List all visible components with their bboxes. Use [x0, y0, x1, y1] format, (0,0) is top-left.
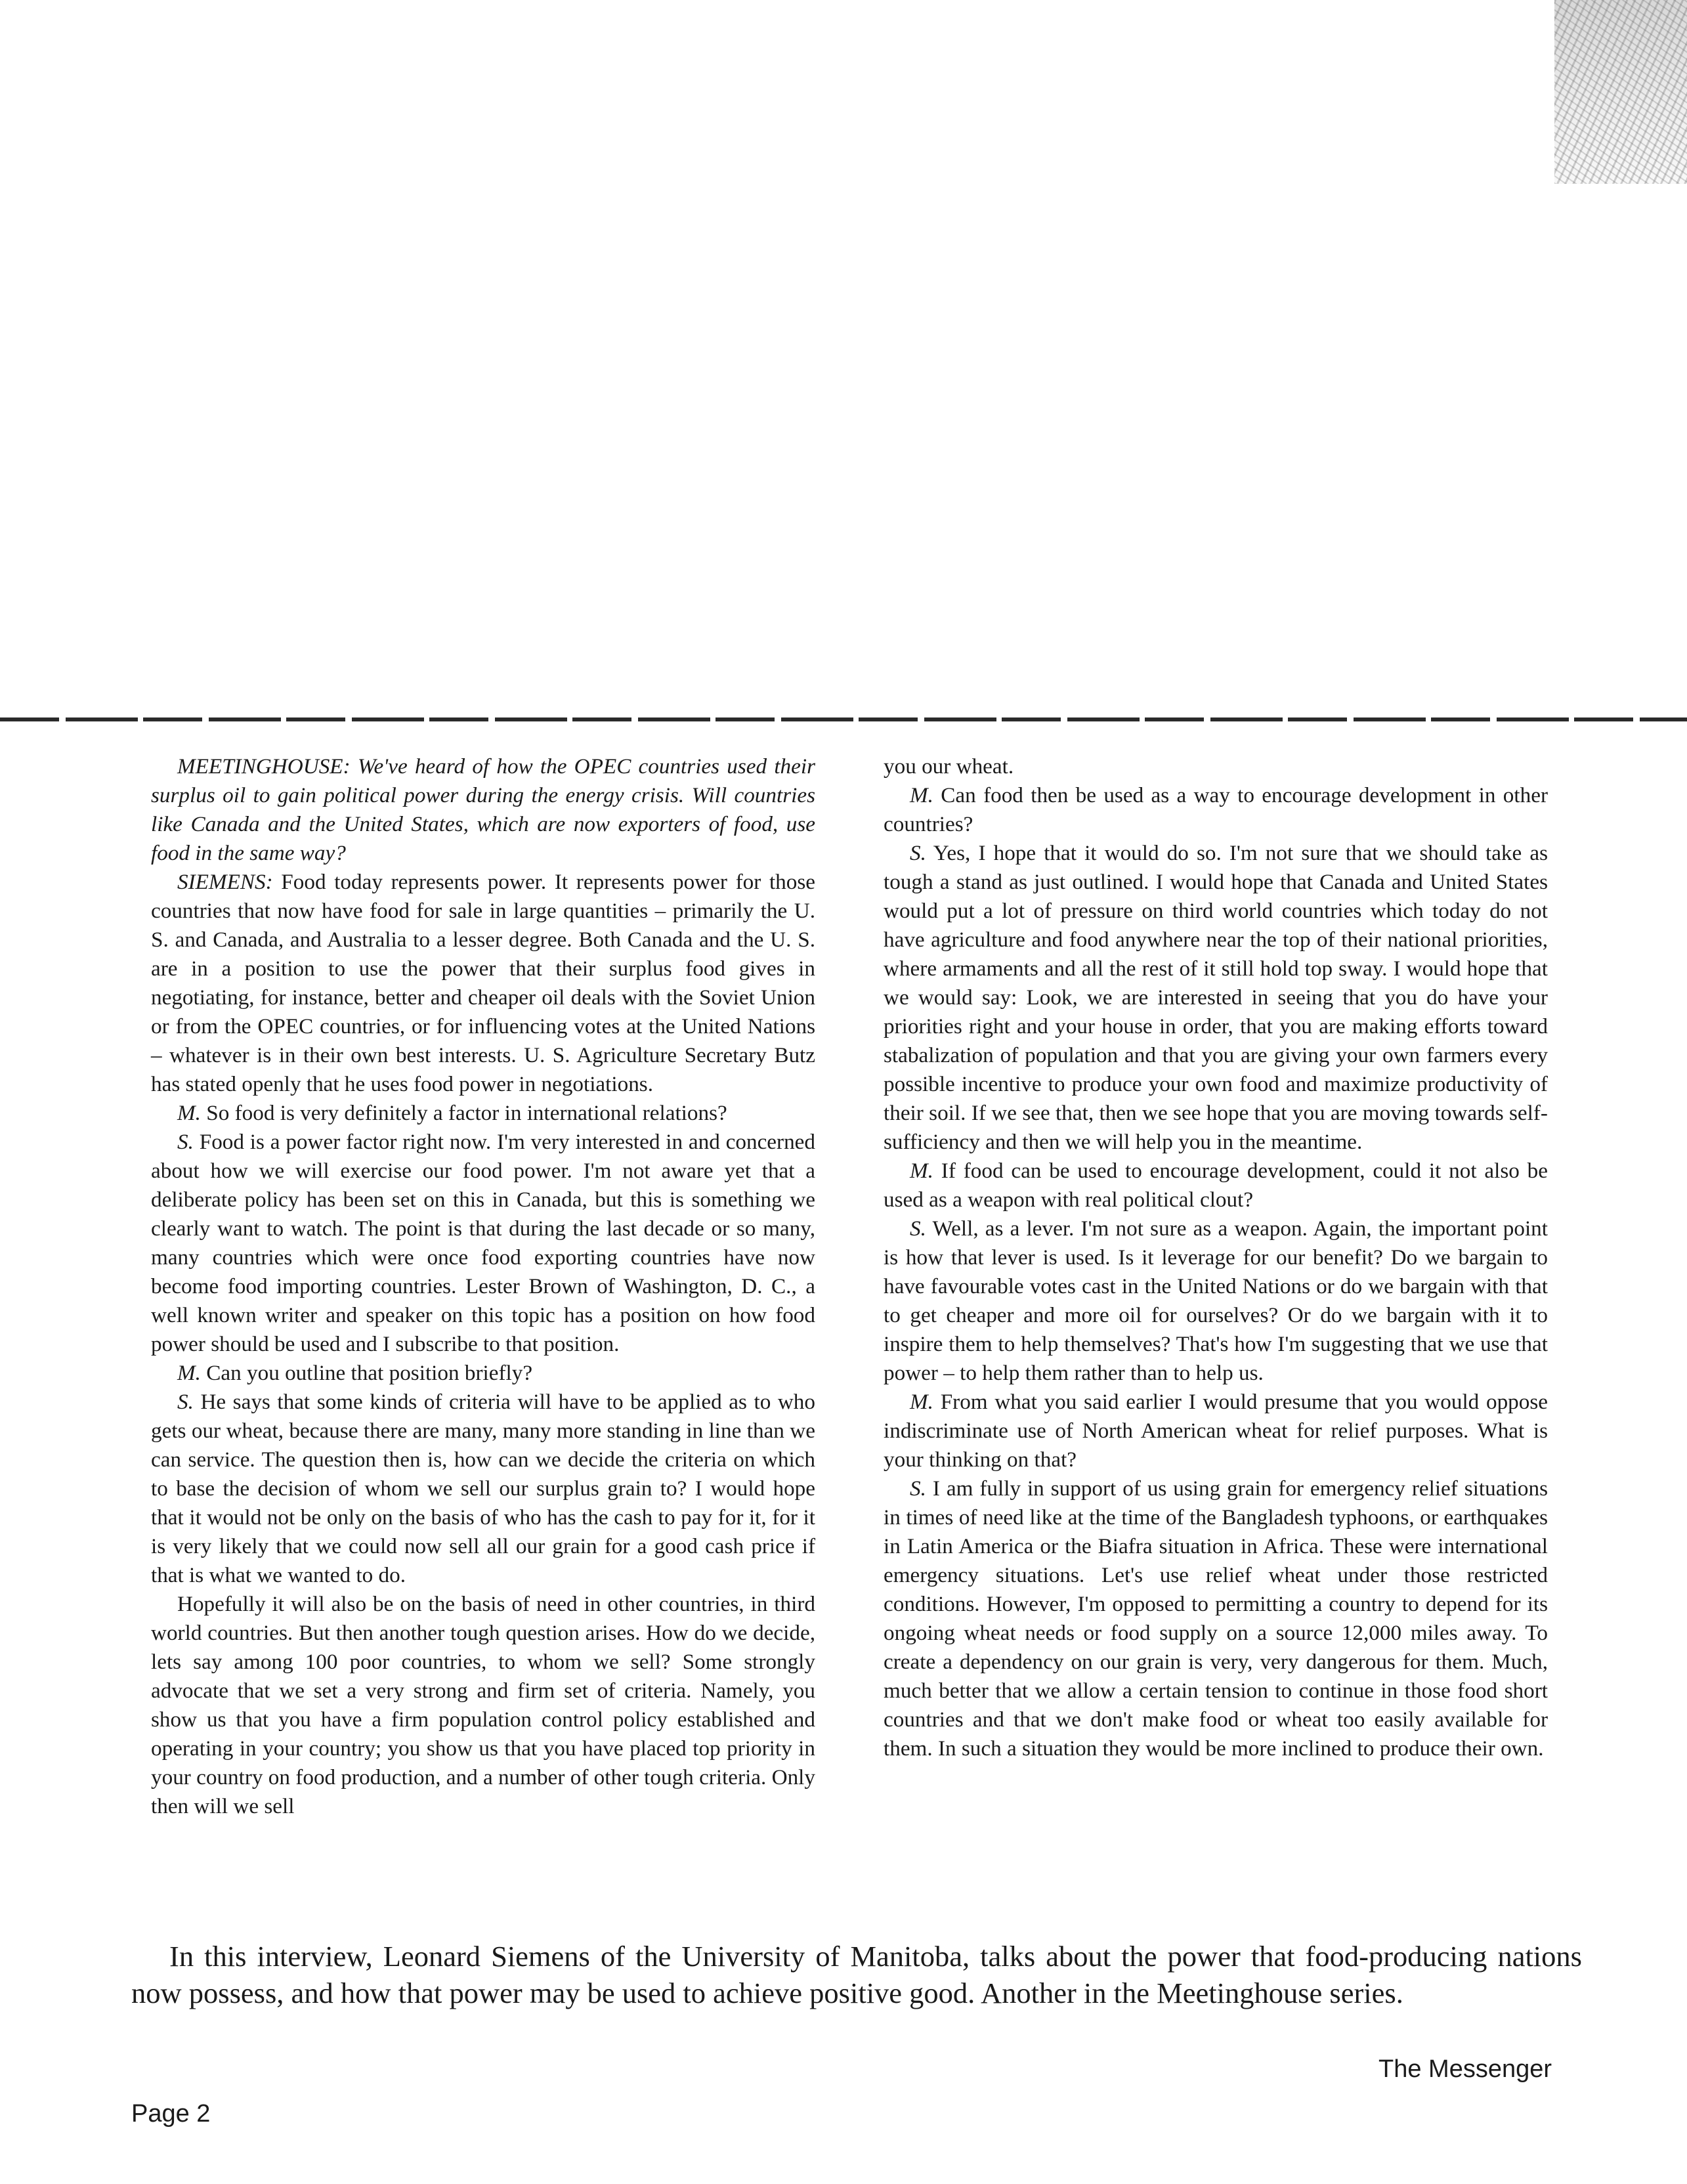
paragraph-question-opec — [151, 752, 815, 868]
paragraph-question-factor — [151, 1099, 815, 1128]
paragraph-answer-priorities — [884, 839, 1548, 1157]
paragraph-text: We've heard of how the OPEC countries used their surplus oil to gain political power during the energy crisis. Will countries like Canada and the United States, which are now exporters of food, use food in the same way? — [151, 754, 816, 865]
paragraph-question-development — [884, 781, 1548, 839]
paragraph-text: Hopefully it will also be on the basis of need in other countries, in third world countries. But then another tough question arises. How do we decide, lets say among 100 poor countries, to whom we sell? Some strongly advocate that we set a very strong and firm set of criteria. Namely, you show us that you have a firm population control policy established and operating in your country; you show us that you have placed top priority in your country on food production, and a number of other tough criteria. Only then will we sell — [151, 1592, 815, 1818]
paragraph-text: Well, as a lever. I'm not sure as a weapon. Again, the important point is how that lever is used. Is it leverage for our benefit? Do we bargain to have favourable votes cast in the United Nations or do we bargain with that to get cheaper and more oil for ourselves? Or do we bargain with it to inspire them to help themselves? That's how I'm suggesting that we use that power – to help them rather than to help us. — [884, 1216, 1548, 1385]
speaker-label: S. — [910, 1216, 926, 1241]
paragraph-text: you our wheat. — [884, 754, 1014, 779]
article-right-column — [884, 752, 1548, 1763]
speaker-label: M. — [910, 1390, 933, 1414]
paragraph-question-outline — [151, 1359, 815, 1388]
paragraph-text: So food is very definitely a factor in international relations? — [206, 1101, 727, 1125]
speaker-label: SIEMENS: — [177, 870, 273, 894]
paragraph-text: Can you outline that position briefly? — [206, 1361, 533, 1385]
paragraph-answer-criteria — [151, 1388, 815, 1590]
paragraph-text: Food is a power factor right now. I'm very interested in and concerned about how we will exercise our food power. I'm not aware yet that a deliberate policy has been set on this in Canada, but this is something we clearly want to watch. The point is that during the last decade or so many, many countries which were once food exporting countries have now become food importing countries. Lester Brown of Washington, D. C., a well known writer and speaker on this topic has a position on how food power should be used and I subscribe to that position. — [151, 1130, 816, 1356]
paragraph-text: I am fully in support of us using grain for emergency relief situations in times of need like at the time of the Bangladesh typhoons, or earthquakes in Latin America or the Biafra situation in Africa. These were international emergency situations. Let's use relief wheat under those restricted conditions. However, I'm opposed to permitting a country to depend for its ongoing wheat needs or food supply on a source 12,000 miles away. To create a dependency on our grain is very, very dangerous for them. Much, much better that we allow a certain tension to continue in those food short countries and that we don't make food or wheat too easily available for them. In such a situation they would be more inclined to produce their own. — [884, 1476, 1548, 1761]
paragraph-answer-emergency — [884, 1474, 1548, 1763]
section-divider-rule — [0, 717, 1687, 721]
article-left-column — [151, 752, 815, 1821]
speaker-label: MEETINGHOUSE: — [177, 754, 351, 779]
speaker-label: M. — [177, 1101, 201, 1125]
speaker-label: M. — [910, 783, 933, 807]
paragraph-answer-power-factor — [151, 1128, 815, 1359]
publication-name: The Messenger — [1378, 2055, 1552, 2083]
paragraph-answer-food-power — [151, 868, 815, 1099]
speaker-label: M. — [910, 1159, 933, 1183]
paragraph-text: He says that some kinds of criteria will have to be applied as to who gets our wheat, because there are many, many more standing in line than we can service. The question then is, how can we decide the criteria on which to base the decision of whom we sell our surplus grain to? I would hope that it would not be only on the basis of who has the cash to pay for it, for it is very likely that we could now sell all our grain for a good cash price if that is what we wanted to do. — [151, 1390, 815, 1587]
paragraph-text: Yes, I hope that it would do so. I'm not sure that we should take as tough a stand as just outlined. I would hope that Canada and United States would put a lot of pressure on third world countries which today do not have agriculture and food anywhere near the top of their national priorities, where armaments and all the rest of it still hold top sway. I would hope that we would say: Look, we are interested in seeing that you do have your priorities right and your house in order, that you are making efforts toward stabalization of population and that you are giving your own farmers every possible incentive to produce your own food and maximize productivity of their soil. If we see that, then we see hope that you are moving towards self-sufficiency and then we will help you in the meantime. — [884, 841, 1548, 1154]
paragraph-text: If food can be used to encourage development, could it not also be used as a weapon with real political clout? — [884, 1159, 1548, 1212]
paragraph-question-relief — [884, 1388, 1548, 1474]
corner-photo-texture — [1554, 0, 1687, 184]
paragraph-text: Can food then be used as a way to encourage development in other countries? — [884, 783, 1548, 836]
speaker-label: S. — [910, 1476, 926, 1501]
paragraph-text: From what you said earlier I would presume that you would oppose indiscriminate use of North American wheat for relief purposes. What is your thinking on that? — [884, 1390, 1548, 1472]
speaker-label: S. — [910, 841, 926, 865]
paragraph-continuation — [884, 752, 1548, 781]
paragraph-text: Food today represents power. It represents power for those countries that now have food for sale in large quantities – primarily the U. S. and Canada, and Australia to a lesser degree. Both Canada and the U. S. are in a position to use the power that their surplus food gives in negotiating, for instance, better and cheaper oil deals with the Soviet Union or from the OPEC countries, or for influencing votes at the United Nations – whatever is in their own best interests. U. S. Agriculture Secretary Butz has stated openly that he uses food power in negotiations. — [151, 870, 815, 1096]
speaker-label: S. — [177, 1390, 194, 1414]
speaker-label: S. — [177, 1130, 194, 1154]
paragraph-answer-lever — [884, 1214, 1548, 1388]
paragraph-answer-need — [151, 1590, 815, 1821]
speaker-label: M. — [177, 1361, 201, 1385]
paragraph-question-weapon — [884, 1157, 1548, 1214]
article-intro-blurb: In this interview, Leonard Siemens of the University of Manitoba, talks about the power that food-producing nations now possess, and how that power may be used to achieve positive good. Another in the Meetinghouse series. — [131, 1940, 1582, 2009]
page-number: Page 2 — [131, 2100, 211, 2128]
